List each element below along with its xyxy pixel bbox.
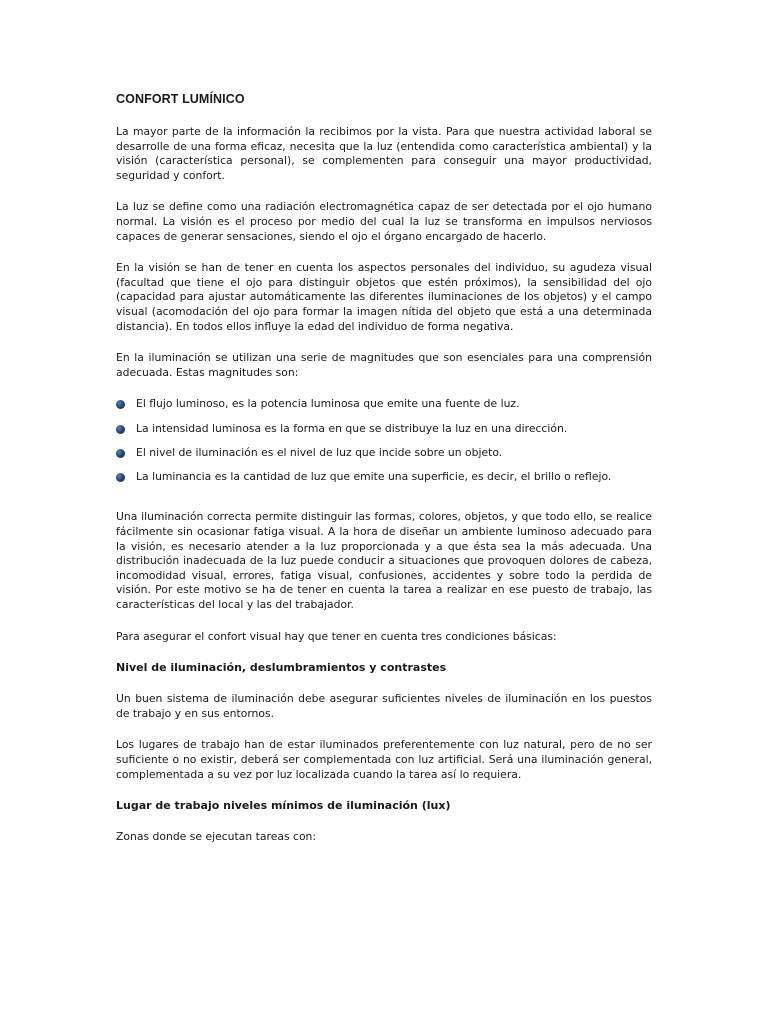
paragraph: Zonas donde se ejecutan tareas con: [116,830,317,844]
paragraph: Un buen sistema de iluminación debe asegurar suficientes niveles de iluminación en los puestos de trabajo y en sus entornos. [116,692,652,720]
paragraph: La luz se define como una radiación electromagnética capaz de ser detectada por el ojo humano normal. La visión es el proceso por medio del cual la luz se transforma en impulsos nerviosos capaces de generar sensaciones, siendo el ojo el órgano encargado de hacerlo. [116,200,652,243]
paragraph: Una iluminación correcta permite distinguir las formas, colores, objetos, y que todo ello, se realice fácilmente sin ocasionar fatiga visual. A la hora de diseñar un ambiente luminoso adecuado para la visión, es necesario atender a la luz proporcionada y a que ésta sea la más adecuada. Una distribución inadecuada de la luz puede conducir a situaciones que provoquen dolores de cabeza, incomodidad visual, errores, fatiga visual, confusiones, accidentes y sobre todo la perdida de visión. Por este motivo se ha de tener en cuenta la tarea a realizar en ese puesto de trabajo, las características del local y las del trabajador. [116,510,652,612]
list-item [116,470,652,485]
bullet-icon [116,449,125,458]
list-item [116,446,652,461]
paragraph: Para asegurar el confort visual hay que tener en cuenta tres condiciones básicas: [116,629,557,643]
paragraph: En la visión se han de tener en cuenta los aspectos personales del individuo, su agudeza visual (facultad que tiene el ojo para distinguir objetos que estén próximos), la sensibilidad del ojo (capacidad para ajustar automáticamente las diferentes iluminaciones de los objetos) y el campo visual (acomodación del ojo para formar la imagen nítida del objeto que está a una determinada distancia). En todos ellos influye la edad del individuo de forma negativa. [116,261,652,333]
paragraph: Los lugares de trabajo han de estar iluminados preferentemente con luz natural, pero de no ser suficiente o no existir, deberá ser complementada con luz artificial. Será una iluminación general, complementada a su vez por luz localizada cuando la tarea así lo requiera. [116,738,652,781]
bullet-icon [116,400,125,409]
list-item [116,422,652,437]
list-item [116,397,652,412]
list-item-text: La luminancia es la cantidad de luz que emite una superficie, es decir, el brillo o reflejo. [136,469,612,483]
list-item-text: El flujo luminoso, es la potencia luminosa que emite una fuente de luz. [136,397,520,411]
paragraph: La mayor parte de la información la recibimos por la vista. Para que nuestra actividad laboral se desarrolle de una forma eficaz, necesita que la luz (entendida como característica ambiental) y la visión (característica personal), se complementen para conseguir una mayor productividad, seguridad y confort. [116,125,652,182]
paragraph: En la iluminación se utilizan una serie de magnitudes que son esenciales para una comprensión adecuada. Estas magnitudes son: [116,351,652,379]
document-page [116,92,652,862]
document-title: CONFORT LUMÍNICO [116,92,245,106]
bullet-icon [116,473,125,482]
list-item-text: La intensidad luminosa es la forma en que se distribuye la luz en una dirección. [136,421,568,435]
bullet-icon [116,425,125,434]
list-item-text: El nivel de iluminación es el nivel de luz que incide sobre un objeto. [136,445,503,459]
section-heading: Nivel de iluminación, deslumbramientos y contrastes [116,661,447,675]
magnitudes-list [116,397,652,484]
section-heading: Lugar de trabajo niveles mínimos de iluminación (lux) [116,799,451,813]
